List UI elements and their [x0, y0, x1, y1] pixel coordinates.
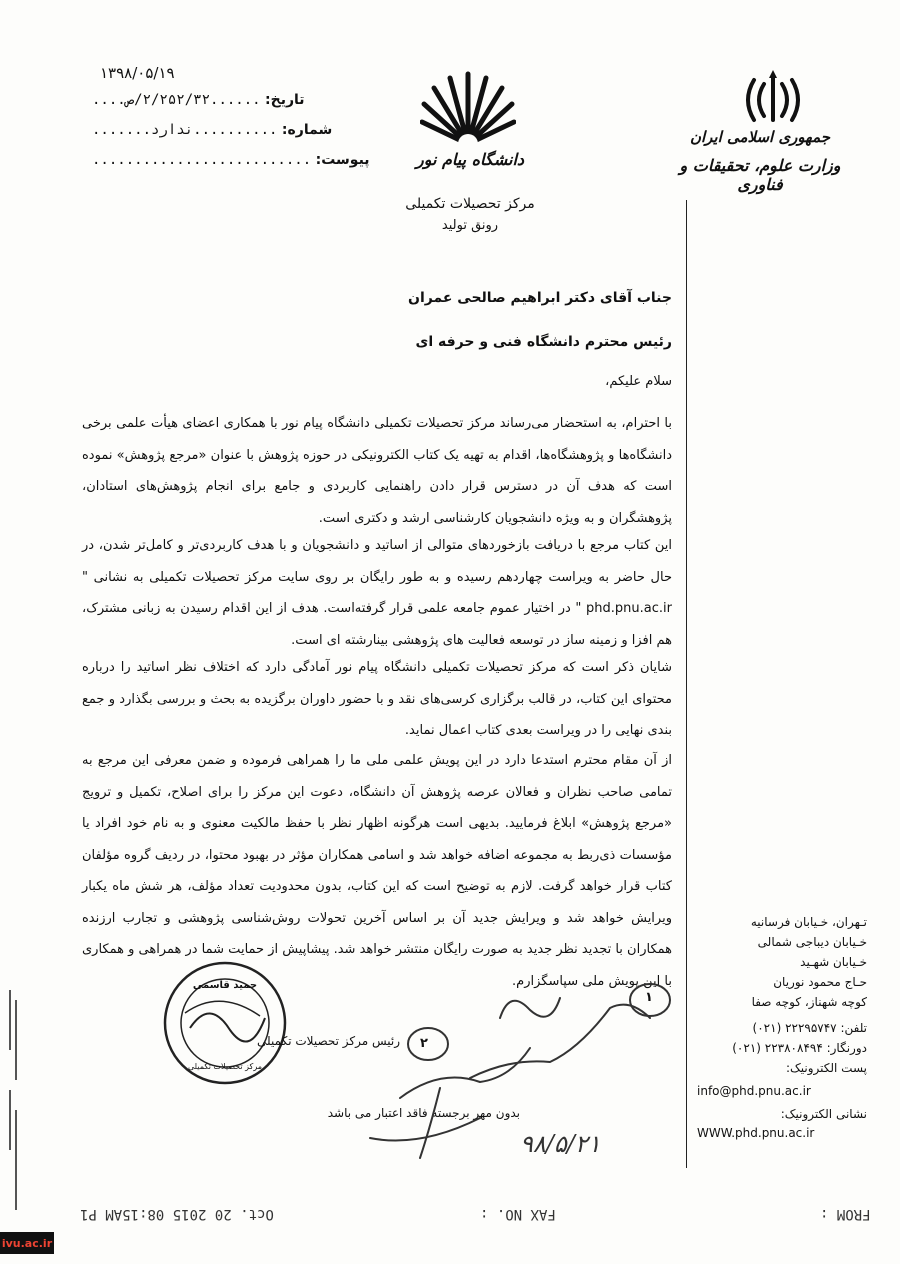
address-line-2: خـیابان دیباجی شمالی: [757, 935, 867, 949]
contact-block: [697, 1018, 867, 1078]
date-handwritten: ۱۳۹۸/۰۵/۱۹: [100, 64, 175, 82]
number-label: شماره:: [281, 122, 333, 138]
fax-number: دورنگار: ۲۲۳۸۰۸۴۹۴ (۰۲۱): [732, 1041, 867, 1055]
letter-paragraph-2: این کتاب مرجع با دریافت بازخوردهای متوالی از اساتید و دانشجویان و با هدف کاربردی‌تر و کامل‌تر شدن، در حال حاضر به ویراست چهاردهم رسیده و به طور رایگان بر روی سایت مرکز تحصیلات تکمیلی به نشانی " phd.pnu.ac.ir " در اختیار عموم جامعه علمی قرار گرفته‌است. هدف از این اقدام رسیدن به زبانی مشترک، هم افزا و زمینه ساز در توسعه فعالیت های پژوهشی بینارشته ای است.: [82, 538, 672, 648]
date-line: [92, 92, 305, 108]
university-name: دانشگاه پیام نور: [415, 150, 525, 169]
circle-annotation-2: ۲: [420, 1036, 428, 1051]
watermark-logo: ivu.ac.ir: [0, 1232, 54, 1254]
recipient-title: رئیس محترم دانشگاه فنی و حرفه ای: [415, 334, 672, 350]
address-line-1: تـهران، خـیابان فرسانیه: [750, 915, 867, 929]
government-name: جمهوری اسلامی ایران: [689, 128, 831, 146]
signatory-title: رئیس مرکز تحصیلات تکمیلی: [257, 1034, 400, 1048]
pnu-logo-icon: [420, 66, 516, 150]
center-name: مرکز تحصیلات تکمیلی: [405, 196, 535, 212]
web-address: WWW.phd.pnu.ac.ir: [697, 1126, 815, 1140]
handwritten-date: ۹۸/۵/۲۱: [520, 1130, 601, 1158]
date-value: ......۲/۲۵۲/۳۲/ص....: [92, 92, 261, 108]
stamp-org: مرکز تحصیلات تکمیلی: [187, 1062, 263, 1071]
email-label: پست الکترونیک:: [785, 1061, 867, 1075]
copy-stamp: رونق تولید: [441, 218, 499, 233]
vertical-divider: [686, 200, 687, 1168]
number-value: ..........ندارد.......: [92, 122, 278, 138]
letter-paragraph-4: از آن مقام محترم استدعا دارد در این پویش علمی ملی ما را همراهی فرموده و ضمن معرفی این مرجع به تمامی صاحب نظران و فعالان عرصه پژوهش آن دانشگاه، دعوت این مرکز را برای اصلاح، تکمیل و ترویج «مرجع پژوهش» ابلاغ فرمایید. بدیهی است هرگونه اظهار نظر با حفظ مالکیت معنوی و به نام خود افراد یا مؤسسات ذی‌ربط به مجموعه اضافه خواهد شد و اسامی همکاران مؤثر در بهبود محتوا، در ردیف گروه مؤلفان کتاب قرار خواهد گرفت. لازم به توضیح است که این کتاب، بدون محدودیت تعداد مؤلف، هر شش ماه یکبار ویرایش خواهد شد و ویرایش جدید آن بر اساس آخرین تحولات روش‌شناسی پژوهشی و تجارب ارزنده همکاران با تجدید نظر جدید به صورت رایگان منتشر خواهد شد. پیشاپیش از حمایت شما در همراهی و همکاری با این پویش ملی سپاسگزارم.: [82, 753, 672, 989]
phone-number: تلفن: ۲۲۲۹۵۷۴۷ (۰۲۱): [752, 1021, 867, 1035]
iran-emblem-icon: [742, 70, 804, 126]
number-line: [92, 122, 332, 138]
letter-paragraph-3: شایان ذکر است که مرکز تحصیلات تکمیلی دانشگاه پیام نور آمادگی دارد که اختلاف نظر اساتید را درباره محتوای این کتاب، در قالب برگزاری کرسی‌های نقد و با حضور داوران برگزیده به بحث و بررسی بگذارد و جمع بندی نهایی را در ویراست بعدی کتاب اعمال نماید.: [82, 660, 672, 738]
fax-from-label: FROM :: [820, 1206, 871, 1222]
attachment-line: [92, 152, 370, 168]
stamp-name: حمید قاسمی: [192, 980, 258, 991]
web-label: نشانی الکترونیک:: [780, 1107, 867, 1121]
no-stamp-note: بدون مهر برجسته فاقد اعتبار می باشد: [327, 1106, 520, 1120]
attachment-value: ..........................: [92, 152, 312, 168]
address-line-3: خـیابان شهـید: [800, 955, 867, 969]
letter-greeting: سلام علیکم،: [605, 374, 672, 389]
address-block: [697, 912, 867, 1012]
address-line-4: حـاج محمود نوریان: [773, 975, 867, 989]
email-address: info@phd.pnu.ac.ir: [697, 1084, 811, 1098]
address-line-5: کوچه شهناز، کوچه صفا: [751, 995, 867, 1009]
fax-timestamp: Oct. 20 2015 08:15AM P1: [80, 1206, 274, 1222]
letter-paragraph-1: با احترام، به استحضار می‌رساند مرکز تحصیلات تکمیلی دانشگاه پیام نور با همکاری اعضای هیأت علمی برخی دانشگاه‌ها و پژوهشگاه‌ها، اقدام به تهیه یک کتاب الکترونیکی در حوزه پژوهش با عنوان «مرجع پژوهش» نموده است که هدف آن در دسترس قرار دادن راهنمایی کاربردی و جامع برای انجام پژوهش‌های استادان، پژوهشگران و به ویژه دانشجویان کارشناسی ارشد و دکتری است.: [82, 416, 672, 526]
margin-notes-icon: [6, 990, 20, 1210]
ministry-name: وزارت علوم، تحقیقات و فناوری: [679, 156, 841, 194]
date-label: تاریخ:: [265, 92, 305, 108]
fax-number-label: FAX NO. :: [480, 1206, 556, 1222]
circle-annotation-1: ۱: [645, 990, 653, 1005]
recipient-name: جناب آقای دکتر ابراهیم صالحی عمران: [408, 290, 672, 306]
attachment-label: پیوست:: [315, 152, 370, 168]
